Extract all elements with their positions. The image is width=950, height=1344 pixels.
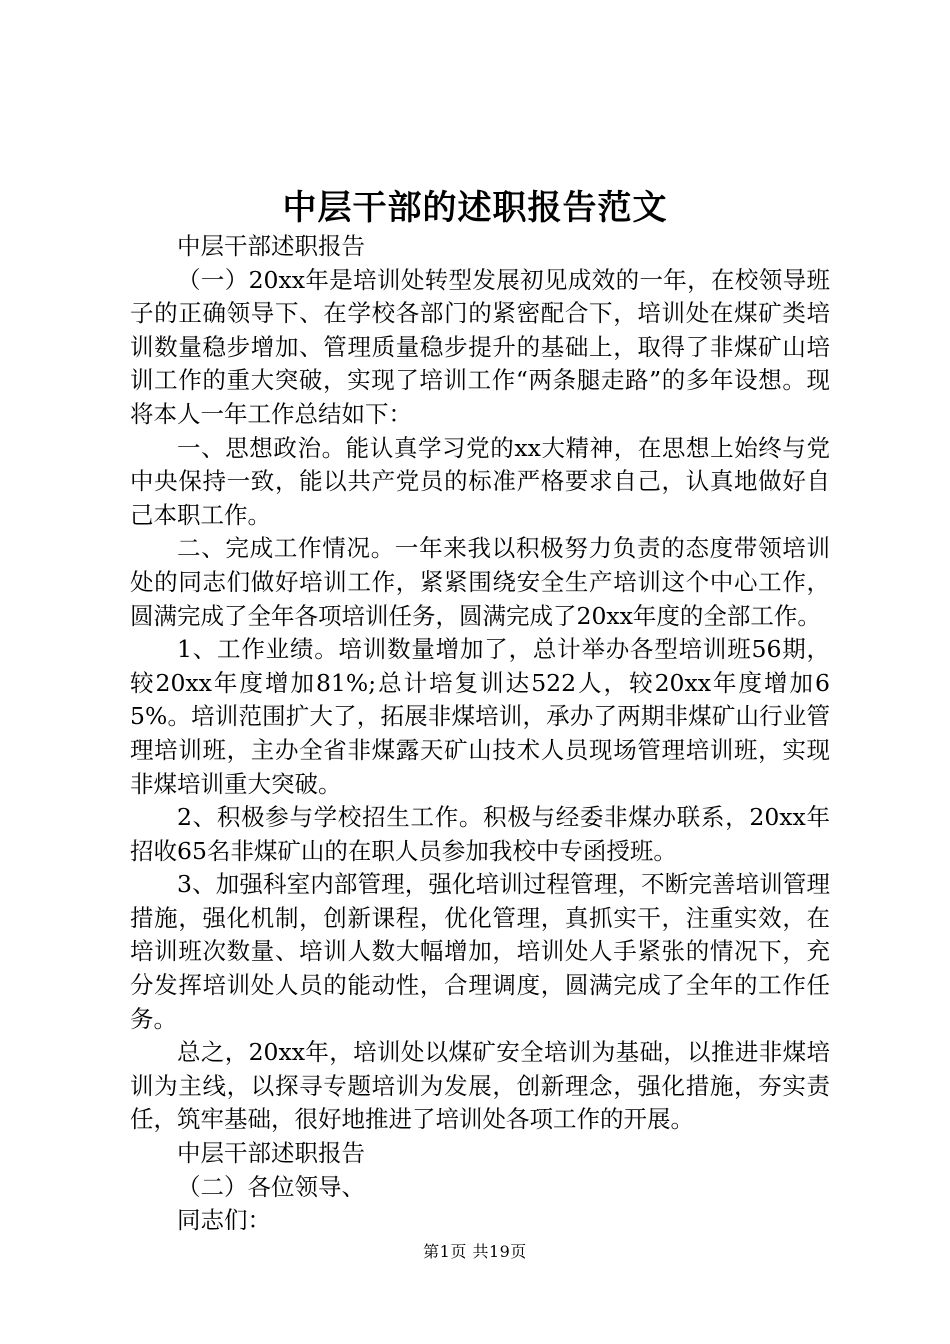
document-body [130, 230, 830, 1238]
paragraph-political: 一、思想政治。能认真学习党的xx大精神，在思想上始终与党中央保持一致，能以共产党员的标准严格要求自己，认真地做好自己本职工作。 [130, 433, 830, 529]
paragraph-performance: 1、工作业绩。培训数量增加了，总计举办各型培训班56期，较20xx年度增加81%;总计培复训达522人，较20xx年度增加65%。培训范围扩大了，拓展非煤培训，承办了两期非煤矿山行业管理培训班，主办全省非煤露天矿山技术人员现场管理培训班，实现非煤培训重大突破。 [130, 635, 830, 798]
paragraph-heading-2: 中层干部述职报告 [177, 1139, 365, 1168]
paragraph-summary: 总之，20xx年，培训处以煤矿安全培训为基础，以推进非煤培训为主线，以探寻专题培训为发展，创新理念，强化措施，夯实责任，筑牢基础，很好地推进了培训处各项工作的开展。 [130, 1038, 830, 1134]
paragraph-salutation-2: 同志们： [177, 1206, 271, 1235]
paragraph-management: 3、加强科室内部管理，强化培训过程管理，不断完善培训管理措施，强化机制，创新课程，优化管理，真抓实干，注重实效，在培训班次数量、培训人数大幅增加，培训处人手紧张的情况下，充分发挥培训处人员的能动性，合理调度，圆满完成了全年的工作任务。 [130, 870, 830, 1033]
paragraph-intro: （一）20xx年是培训处转型发展初见成效的一年，在校领导班子的正确领导下、在学校各部门的紧密配合下，培训处在煤矿类培训数量稳步增加、管理质量稳步提升的基础上，取得了非煤矿山培训工作的重大突破，实现了培训工作“两条腿走路”的多年设想。现将本人一年工作总结如下： [130, 265, 830, 428]
document-title: 中层干部的述职报告范文 [282, 188, 668, 228]
paragraph-work-status: 二、完成工作情况。一年来我以积极努力负责的态度带领培训处的同志们做好培训工作，紧紧围绕安全生产培训这个中心工作，圆满完成了全年各项培训任务，圆满完成了20xx年度的全部工作。 [130, 534, 830, 630]
paragraph-enrollment: 2、积极参与学校招生工作。积极与经委非煤办联系，20xx年招收65名非煤矿山的在职人员参加我校中专函授班。 [130, 803, 830, 865]
paragraph-heading-1: 中层干部述职报告 [177, 232, 365, 260]
page-number: 第1页 共19页 [423, 1242, 527, 1261]
paragraph-salutation-1: （二）各位领导、 [177, 1172, 365, 1201]
